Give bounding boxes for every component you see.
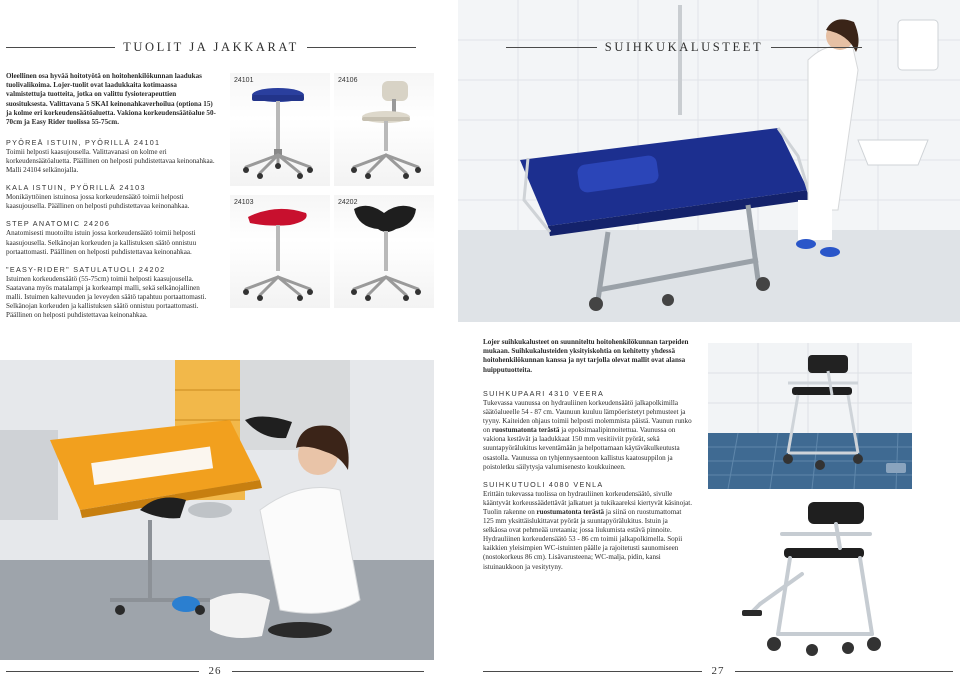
footer-rule bbox=[6, 671, 199, 672]
footer-rule bbox=[232, 671, 425, 672]
page-number: 26 bbox=[208, 665, 222, 676]
examination-room-photo bbox=[0, 360, 434, 660]
product-title: KALA ISTUIN, PYÖRILLÄ 24103 bbox=[6, 183, 146, 193]
product-block bbox=[483, 480, 693, 572]
product-code: 24101 bbox=[234, 77, 254, 84]
chair-beige-icon bbox=[334, 73, 434, 186]
left-intro: Oleellinen osa hyvää hoitotyötä on hoitohenkilökunnan laadukas tuolivalikoima. Lojer-tuolit ovat laadukkaita kotimaassa valmistettuja tuotteita, jotka on valittu fysioterapeuttien suosituksesta. Valittavana 5 SKAI keinonahkaverhoilua (optiona 15) ja kolme eri korkeudensäätöaluetta. Vakiona korkeudensäätöalue 50-70cm ja Easy Rider tuolissa 55-75cm. bbox=[6, 72, 216, 127]
product-block bbox=[483, 389, 693, 472]
shower-chair-product-photo bbox=[712, 494, 912, 660]
product-text bbox=[483, 490, 693, 572]
shower-chair-room-illustration bbox=[708, 343, 912, 489]
product-code: 24202 bbox=[338, 199, 358, 206]
footer-rule bbox=[735, 671, 954, 672]
product-block bbox=[6, 265, 216, 320]
stool-blue-icon bbox=[230, 73, 330, 186]
saddle-stool-icon bbox=[334, 195, 434, 308]
header-rule bbox=[506, 47, 597, 48]
product-title: PYÖREÄ ISTUIN, PYÖRILLÄ 24101 bbox=[6, 138, 161, 147]
product-title: SUIHKUTUOLI 4080 VENLA bbox=[483, 479, 604, 489]
product-title: "EASY-RIDER" SATULATUOLI 24202 bbox=[6, 264, 166, 274]
right-section-title: SUIHKUKALUSTEET bbox=[604, 39, 764, 54]
product-code: 24103 bbox=[234, 199, 254, 206]
footer-rule bbox=[483, 671, 702, 672]
product-text: Toimii helposti kaasujousella. Valittavanasi on kolme eri korkeudensäätöaluetta. Päällinen on helposti puhdistettavaa keinonahkaa. Malli 24104 selkänojalla. bbox=[6, 148, 215, 175]
product-text: Monikäyttöinen istuinosa jossa korkeudensäätö toimii helposti kaasujousella. Päällinen on helposti puhdistettavaa keinonahkaa. bbox=[6, 193, 190, 211]
text-part-bold: ruostumatonta terästä bbox=[491, 426, 560, 435]
text-part: ja epoksimaalipinnoitettua. Vaunussa on vakiona kestävät ja laadukkaat 150 mm vesitiiviit pyörät, sekä suuntapyörälukitus keventämään ja helpottamaan käytäväkulkeutusta osastolla. Vaunussa on tyhjennysaentoon kallistus kaatosuppilon ja poistoletku säilytysja valumisenesto koukkuineen. bbox=[483, 426, 680, 471]
left-section-header bbox=[6, 40, 416, 54]
right-intro: Lojer suihkukalusteet on suunniteltu hoitohenkilökunnan tarpeiden mukaan. Suihkukalusteiden yksityiskohtia on kehitetty yhdessä hoitohenkilökunnan kanssa ja nyt tarjolla olevat mallit ovat alansa huipputuotteita. bbox=[483, 338, 689, 374]
product-title: STEP ANATOMIC 24206 bbox=[6, 219, 111, 229]
product-cell-24101 bbox=[230, 73, 330, 186]
product-block bbox=[6, 138, 216, 175]
header-rule bbox=[771, 47, 862, 48]
text-part-bold: ruostumatonta terästä bbox=[536, 507, 605, 516]
text-part: ja siinä on ruostumattomat 125 mm yksittäislukittavat pyörät ja suuntapyörälukitus. Istuin ja selkäosa ovat pehmeää uretaania; jossa liukumista estävä pinnoite. Hydrauliinen korkeudensäätö 53 - 86 cm toimii jalkapolkimella. Sopii kaikkien yleisimpien WC-istuinten päälle ja rajoitetusti saunomiseen (nostokorkeus 86 cm). Lisävarusteena; WC-malja, pidin, kansi istuinaukkoon ja vesitytyny. bbox=[483, 507, 683, 571]
product-block bbox=[6, 219, 216, 256]
left-section-title: TUOLIT JA JAKKARAT bbox=[123, 39, 299, 54]
header-rule bbox=[307, 47, 416, 48]
shower-chair-product-illustration bbox=[712, 494, 912, 660]
product-text: Anatomisesti muotoiltu istuin jossa korkeudensäätö toimii helposti kaasujousella. Selkänojan korkeuden ja kallistuksen säätö onnistuu portaattomasti. Päällinen on helposti puhdistettavaa keinonahkaa. bbox=[6, 229, 197, 256]
product-cell-24106 bbox=[334, 73, 434, 186]
product-cell-24202 bbox=[334, 195, 434, 308]
chair-product-list bbox=[6, 138, 216, 320]
stool-red-icon bbox=[230, 195, 330, 308]
page-number-right bbox=[483, 664, 953, 676]
page-number-left bbox=[6, 664, 424, 676]
page-number: 27 bbox=[711, 665, 725, 676]
text-part: Erittäin tukevassa tuolissa on hydrauliinen korkeudensäätö, sivulle kääntyvät korkeussäädettävät jalkatuet ja tukikaareksi kiertyvät käsinojat. Tuolin rakenne on bbox=[483, 489, 692, 516]
product-block bbox=[6, 183, 216, 211]
product-code: 24106 bbox=[338, 77, 358, 84]
text-part: Tukevassa vaunussa on hydrauliinen korkeudensäätö jalkapolkimilla säätöalueelle 54 - 87 cm. Vaunuun kuuluu lämpöeristetyt pehmusteet ja tyyny. Kaiteiden ohjaus toimii helposti molemmista päistä. Vaunun runko on bbox=[483, 399, 692, 435]
product-text: Istuimen korkeudensäätö (55-75cm) toimii helposti kaasujousella. Saatavana myös matalampi ja korkeampi malli, sekä selkänojallinen malli. Istuimen kaltevuuden ja leveyden säätö tapahtuu portaattomasti. Selkänojan korkeuden ja kallistuksen säätö onnistuu portaattomasti. Päällinen on helposti puhdistettavaa keinonahkaa. bbox=[6, 274, 207, 320]
shower-product-list bbox=[483, 389, 693, 572]
shower-chair-room-photo bbox=[708, 343, 912, 489]
right-section-header bbox=[506, 40, 862, 54]
product-title: SUIHKUPAARI 4310 VEERA bbox=[483, 389, 605, 398]
examination-room-illustration bbox=[0, 360, 434, 660]
header-rule bbox=[6, 47, 115, 48]
product-text bbox=[483, 399, 693, 472]
product-cell-24103 bbox=[230, 195, 330, 308]
